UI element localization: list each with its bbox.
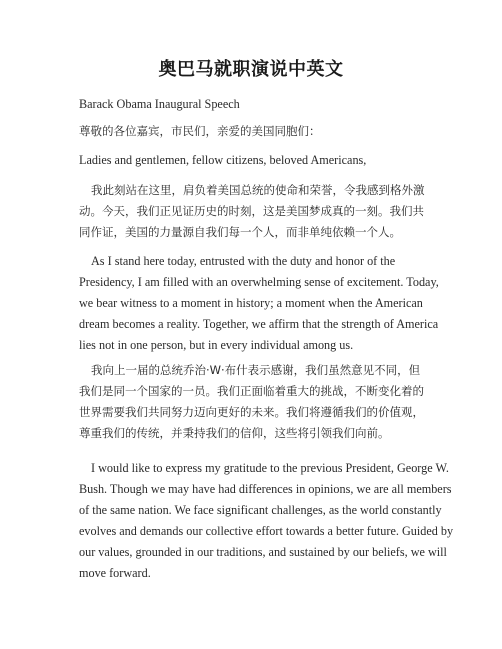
paragraph-2-en: [79, 458, 454, 584]
text-line: 我此刻站在这里，肩负着美国总统的使命和荣誉，令我感到格外激: [91, 183, 425, 197]
text-line: dream becomes a reality. Together, we affirm that the strength of America: [79, 317, 439, 331]
text-line: 世界需要我们共同努力迈向更好的未来。我们将遵循我们的价值观，: [79, 405, 424, 419]
subtitle-line: Barack Obama Inaugural Speech: [79, 97, 240, 111]
paragraph-2-zh: [79, 360, 429, 444]
greeting-zh: [79, 121, 429, 142]
text-line: I would like to express my gratitude to the previous President, George W.: [91, 461, 449, 475]
text-line: of the same nation. We face significant challenges, as the world constantly: [79, 503, 442, 517]
text-line: 我们是同一个国家的一员。我们正面临着重大的挑战，不断变化着的: [79, 384, 424, 398]
document-title: 奥巴马就职演说中英文: [158, 59, 344, 80]
greeting-en: [79, 150, 429, 171]
text-line: we bear witness to a moment in history; a moment when the American: [79, 296, 423, 310]
text-line: lies not in one person, but in every individual among us.: [79, 338, 354, 352]
paragraph-1-zh: [79, 180, 429, 243]
text-line: 我向上一届的总统乔治·W·布什表示感谢，我们虽然意见不同，但: [91, 363, 421, 377]
document-subtitle: [79, 94, 429, 115]
text-line: evolves and demands our collective effort towards a better future. Guided by: [79, 524, 454, 538]
text-line: 同作证，美国的力量源自我们每一个人，而非单纯依赖一个人。: [79, 225, 401, 239]
text-line: 尊重我们的传统，并秉持我们的信仰，这些将引领我们向前。: [79, 426, 390, 440]
text-line: move forward.: [79, 566, 151, 580]
text-line: our values, grounded in our traditions, and sustained by our beliefs, we will: [79, 545, 447, 559]
text-line: Presidency, I am filled with an overwhelming sense of excitement. Today,: [79, 275, 439, 289]
text-line: 动。今天，我们正见证历史的时刻，这是美国梦成真的一刻。我们共: [79, 204, 424, 218]
greeting-en-line: Ladies and gentlemen, fellow citizens, beloved Americans,: [79, 153, 367, 167]
greeting-zh-line: 尊敬的各位嘉宾，市民们，亲爱的美国同胞们：: [79, 124, 321, 138]
paragraph-1-en: [79, 251, 439, 356]
text-line: As I stand here today, entrusted with the duty and honor of the: [91, 254, 396, 268]
text-line: Bush. Though we may have had differences in opinions, we are all members: [79, 482, 452, 496]
